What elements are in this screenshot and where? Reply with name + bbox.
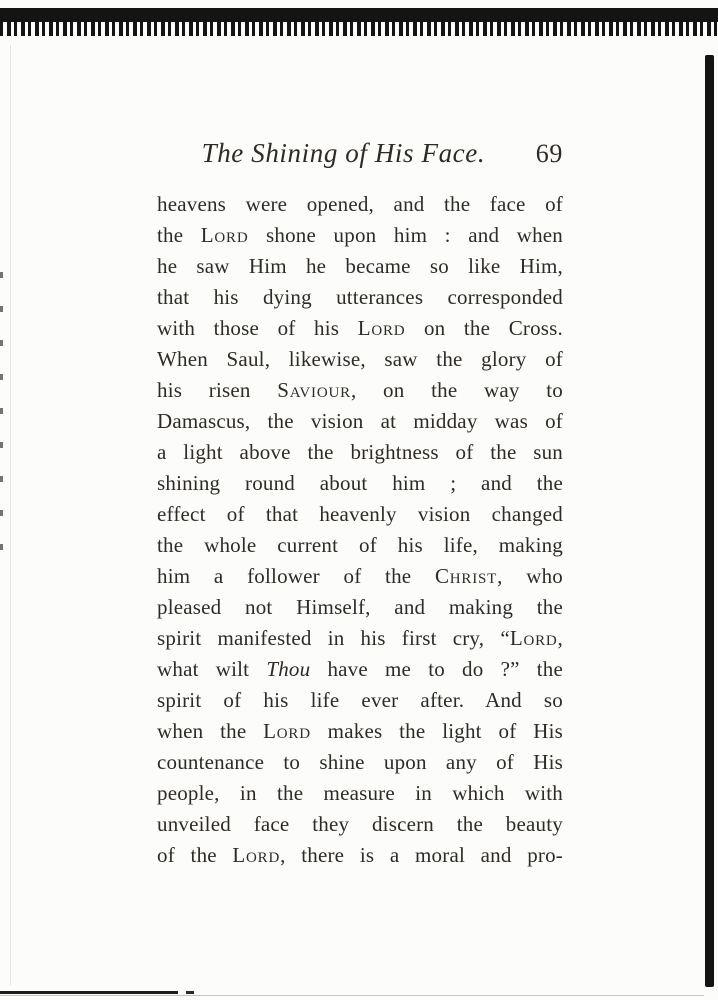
text-line xyxy=(157,654,563,685)
text-line xyxy=(157,220,563,251)
text-segment: , who xyxy=(497,564,563,588)
text-segment: unveiled face they discern the beauty xyxy=(157,812,563,836)
scan-dot-bottom-artifact xyxy=(186,991,194,994)
text-segment-smallcaps: Lord xyxy=(357,316,406,340)
text-segment: Damascus, the vision at midday was of xyxy=(157,409,563,433)
text-line xyxy=(157,561,563,592)
text-segment: countenance to shine upon any of His xyxy=(157,750,563,774)
body-text xyxy=(157,189,563,871)
text-segment: , on the way to xyxy=(350,378,563,402)
text-line xyxy=(157,344,563,375)
page-content xyxy=(157,138,563,871)
left-page-edge-line xyxy=(10,45,11,985)
text-segment: what wilt xyxy=(157,657,267,681)
text-segment: shining round about him ; and the xyxy=(157,471,563,495)
text-line xyxy=(157,499,563,530)
text-segment: people, in the measure in which with xyxy=(157,781,563,805)
text-line xyxy=(157,778,563,809)
text-segment: pleased not Himself, and making the xyxy=(157,595,563,619)
text-line xyxy=(157,592,563,623)
text-segment: When Saul, likewise, saw the glory of xyxy=(157,347,563,371)
text-line xyxy=(157,189,563,220)
film-edge-top-artifact xyxy=(0,8,718,22)
text-line xyxy=(157,716,563,747)
text-segment: makes the light of His xyxy=(310,719,563,743)
text-segment: his risen xyxy=(157,378,278,402)
page-number: 69 xyxy=(535,139,563,168)
text-line xyxy=(157,530,563,561)
text-segment: effect of that heavenly vision changed xyxy=(157,502,563,526)
scan-mark-bottom-left-artifact xyxy=(0,991,178,994)
text-segment: the xyxy=(157,223,201,247)
left-edge-specks-artifact xyxy=(0,260,3,550)
text-line xyxy=(157,282,563,313)
bottom-page-edge-line xyxy=(0,995,704,996)
text-line xyxy=(157,251,563,282)
text-line xyxy=(157,840,563,871)
text-line xyxy=(157,623,563,654)
text-line xyxy=(157,685,563,716)
text-segment: , xyxy=(557,626,563,650)
text-segment: spirit manifested in his first cry, “ xyxy=(157,626,510,650)
text-segment-smallcaps: Lord xyxy=(509,626,558,650)
text-segment-smallcaps: Christ xyxy=(434,564,498,588)
text-segment: when the xyxy=(157,719,264,743)
text-segment: a light above the brightness of the sun xyxy=(157,440,563,464)
text-segment: him a follower of the xyxy=(157,564,435,588)
text-segment-smallcaps: Lord xyxy=(200,223,249,247)
text-segment: that his dying utterances corresponded xyxy=(157,285,563,309)
scan-bar-right-artifact xyxy=(705,55,714,987)
text-segment: heavens were opened, and the face of xyxy=(157,192,563,216)
text-segment: with those of his xyxy=(157,316,358,340)
text-line xyxy=(157,809,563,840)
running-head xyxy=(157,138,563,169)
text-segment: on the Cross. xyxy=(405,316,563,340)
text-line xyxy=(157,313,563,344)
text-segment: of the xyxy=(157,843,233,867)
text-segment-smallcaps: Saviour xyxy=(277,378,351,402)
text-line xyxy=(157,468,563,499)
text-segment-italic: Thou xyxy=(266,657,311,681)
page-title: The Shining of His Face. xyxy=(201,138,486,168)
text-segment: , there is a moral and pro- xyxy=(280,843,563,867)
text-line xyxy=(157,406,563,437)
film-edge-comb-artifact xyxy=(0,21,718,36)
text-segment: spirit of his life ever after. And so xyxy=(157,688,563,712)
text-line xyxy=(157,375,563,406)
text-segment: he saw Him he became so like Him, xyxy=(157,254,563,278)
text-line xyxy=(157,437,563,468)
text-segment-smallcaps: Lord xyxy=(232,843,281,867)
text-segment: the whole current of his life, making xyxy=(157,533,563,557)
text-line xyxy=(157,747,563,778)
text-segment: have me to do ?” the xyxy=(310,657,563,681)
text-segment-smallcaps: Lord xyxy=(263,719,311,743)
text-segment: shone upon him : and when xyxy=(248,223,563,247)
